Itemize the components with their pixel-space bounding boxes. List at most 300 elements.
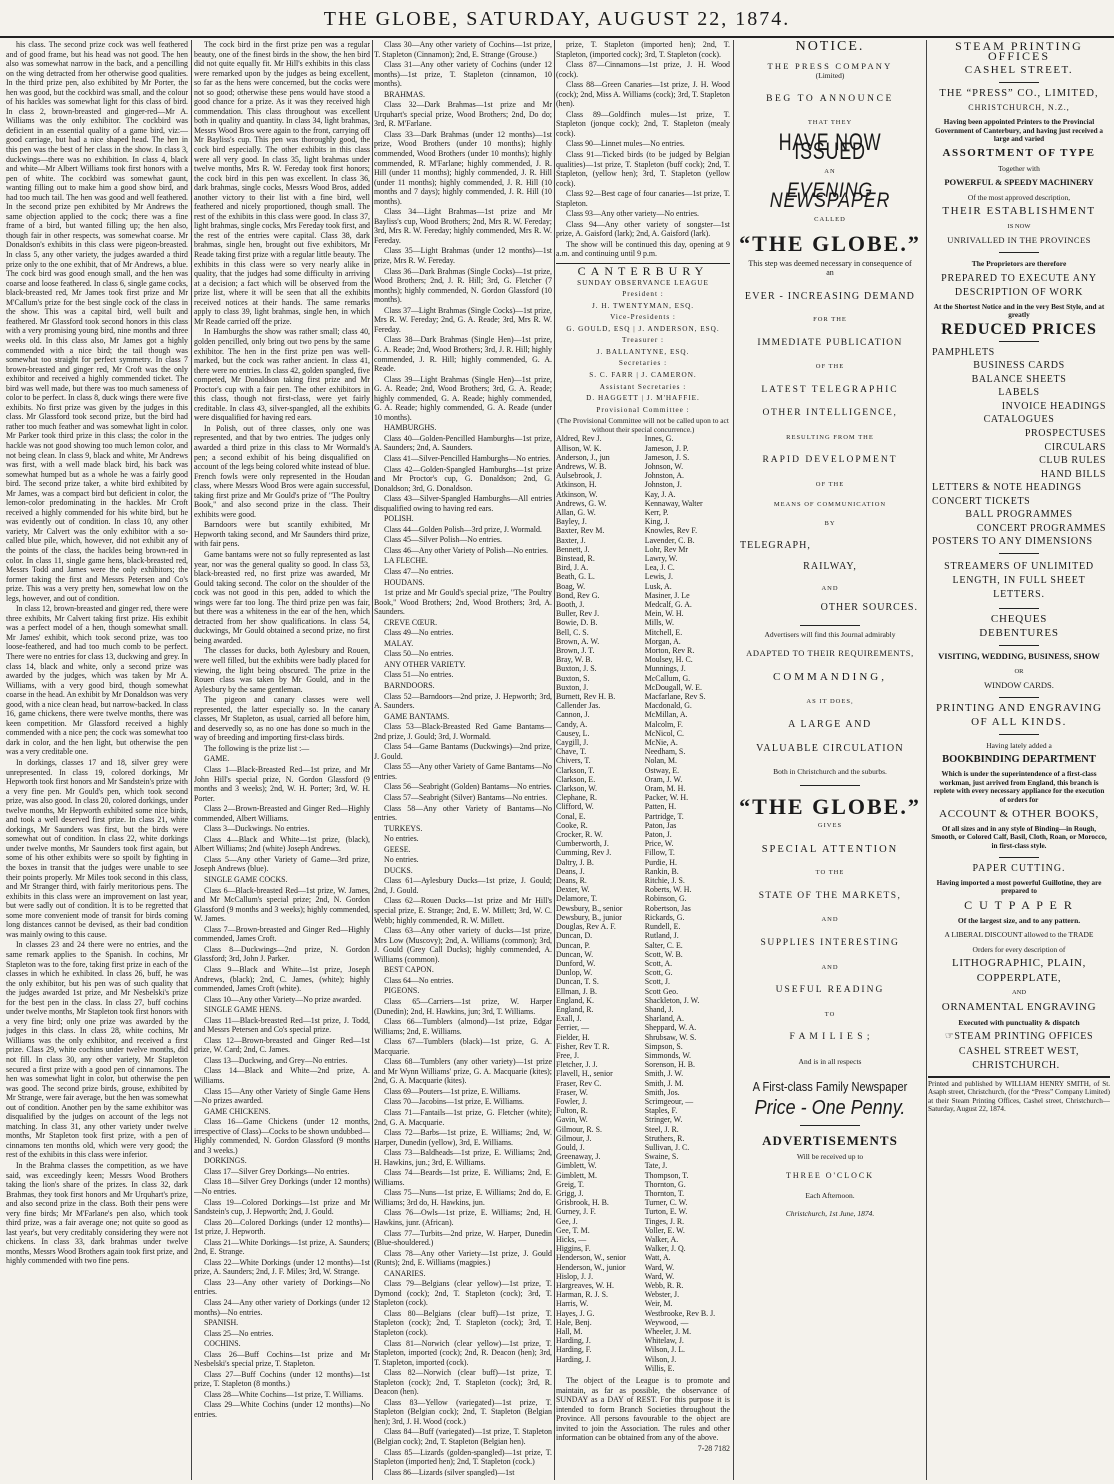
window-cards: WINDOW CARDS. xyxy=(984,680,1054,691)
committee-name: Gurney, J. F. xyxy=(556,1207,596,1217)
print-items-list xyxy=(928,348,1110,547)
prize-list-entry: Class 52—Barndoors—2nd prize, J. Hepworth; 3rd, A. Saunders. xyxy=(374,691,552,711)
committee-name: Roberts, W. H. xyxy=(644,885,692,895)
committee-name: Oram, M. H. xyxy=(644,784,686,794)
committee-name: Dexter, W. xyxy=(556,885,590,895)
prize-list-entry: Class 74—Beards—1st prize, E. Williams; 2nd, E. Williams. xyxy=(374,1168,552,1187)
prize-list-entry: GEESE. xyxy=(384,844,411,854)
column-rule xyxy=(554,40,555,1480)
prize-list-entry: BRAHMAS. xyxy=(384,89,425,99)
prize-list-entry: Class 38—Dark Brahmas (Single Hen)—1st prize, G. A. Reade; 2nd, Wood Brothers; 3rd, J. R. Hill; highly commended, J. R. Hill; highly commended, G. A. Reade. xyxy=(374,335,552,374)
committee-name: Booth, J. xyxy=(556,599,585,609)
committee-name: Gee, T. M. xyxy=(556,1225,590,1235)
an-label: AN xyxy=(824,167,836,175)
committee-name: Delamore, T. xyxy=(556,894,598,904)
article-paragraph: In Polish, out of three classes, only one was represented, and that by two entries. The judges only awarded a third prize in this class to Mr Wormald's pen; a second exhibit of his being disqualified on account of the legs being colored white instead of blue. French fowls were only represented in the Houdan class, where Messrs Wood Bros were again successful, taking first prize and Mr Gould's prize of "The Poultry Book," and also second prize in the class. Their exhibits were good. xyxy=(194,423,370,519)
committee-name: Kennaway, Walter xyxy=(644,498,703,508)
committee-name: Lawry, W. xyxy=(644,553,678,563)
committee-name: Grisbrook, H. B. xyxy=(556,1198,609,1208)
prize-list-entry: Class 87—Cinnamons—1st prize, J. H. Wood (cock). xyxy=(556,60,730,79)
divider xyxy=(800,1125,860,1126)
article-paragraph: The following is the prize list :— xyxy=(204,743,310,753)
committee-name: Brown, J. T. xyxy=(556,646,595,655)
article-paragraph: Class 28—White Cochins—1st prize, T. Williams. xyxy=(204,1389,364,1399)
prize-list-entry: Class 56—Seabright (Golden) Bantams—No entries. xyxy=(384,782,552,792)
committee-name: Lavender, C. B. xyxy=(644,535,695,545)
column-globe-notice xyxy=(736,40,924,1476)
divider xyxy=(928,1076,1110,1078)
to-the: TO THE xyxy=(815,869,845,877)
committee-name: Knowles, Rev F. xyxy=(644,526,698,536)
committee-name: Malcolm, F. xyxy=(644,719,683,729)
print-item: CIRCULARS xyxy=(1044,441,1106,453)
price-one-penny: Price - One Penny. xyxy=(754,1096,906,1119)
prize-list-entry: Class 67—Tumblers (black)—1st prize, G. A. Macquarie. xyxy=(374,1037,552,1056)
committee-name: Ellman, J. B. xyxy=(556,986,597,996)
beg-to-announce: BEG TO ANNOUNCE xyxy=(766,93,894,104)
latest-telegraphic: LATEST TELEGRAPHIC xyxy=(761,384,899,395)
committee-name: McMillan, A. xyxy=(644,710,688,720)
committee-name: Turton, E. W. xyxy=(644,1207,688,1217)
committee-name: Hargreaves, W. H. xyxy=(556,1281,614,1291)
committee-name: Tate, J. xyxy=(644,1161,668,1171)
article-paragraph: Class 19—Colored Dorkings—1st prize and Mr Sandstein's cup, J. Hepworth; 2nd, J. Gould. xyxy=(194,1197,370,1217)
prize-list-entry: Class 42—Golden-Spangled Hamburghs—1st prize and Mr Proctor's cup, G. Donaldson; 2nd, G. Donaldson; 3rd, G. Donaldson. xyxy=(374,464,552,493)
column-rule xyxy=(372,40,373,1480)
and-label-3: AND xyxy=(821,963,839,971)
league-committee-note: (The Provisional Committee will not be called upon to act without their special concurrence.) xyxy=(557,416,729,434)
committee-name: Rutland, J. xyxy=(644,931,679,941)
each-afternoon: Each Afternoon. xyxy=(805,1190,855,1200)
prize-list-entry: Class 69—Pouters—1st prize, E. Williams. xyxy=(384,1086,521,1096)
article-paragraph: Class 6—Black-breasted Red—1st prize, W. James, and Mr McCallum's special prize; 2nd, N. Gordon Glassford (9 months and 3 weeks); highly commended, W. James. xyxy=(194,885,370,924)
committee-name: Dewsbury, B., junior xyxy=(556,912,622,922)
committee-name: Cumming, Rev J. xyxy=(556,848,612,858)
committee-name: Ferrier, — xyxy=(556,1023,589,1033)
prize-list-entry: LA FLECHE. xyxy=(384,556,428,566)
article-paragraph: Class 14—Black and White—2nd prize, A. Williams. xyxy=(194,1066,370,1085)
lithographic-plain: LITHOGRAPHIC, PLAIN, xyxy=(952,957,1086,970)
print-item: CATALOGUES xyxy=(983,414,1055,426)
prize-list-entry: Class 34—Light Brahmas—1st prize and Mr Bayliss's cup, Wood Brothers; 2nd, Mrs R. W. Fereday; 3rd, Mrs R. W. Fereday; highly commended, Mrs R. W. Fereday. xyxy=(374,207,552,245)
divider xyxy=(999,553,1039,554)
prize-list-entry: Class 37—Light Brahmas (Single Cocks)—1st prize, Mrs R. W. Fereday; 2nd, G. A. Reade; 3rd, Mrs R. W. Fereday. xyxy=(374,305,552,334)
committee-name: Allison, W. K. xyxy=(556,443,602,453)
prize-list-entry: Class 49—No entries. xyxy=(384,628,454,638)
print-item: CONCERT TICKETS xyxy=(932,495,1031,507)
committee-name: Higgins, F. xyxy=(556,1244,591,1254)
committee-name: Scott, W. B. xyxy=(644,949,683,959)
committee-name: Steel, J. R. xyxy=(644,1124,679,1134)
committee-name: Fillow, T. xyxy=(644,848,675,858)
committee-name: Burnett, Rev H. B. xyxy=(556,692,616,702)
article-paragraph: GAME CHICKENS. xyxy=(204,1106,271,1116)
prize-list-entry: Class 53—Black-Breasted Red Game Bantams—2nd prize, J. Gould; 3rd, J. Wormald. xyxy=(374,722,552,741)
committee-name: Causey, L. xyxy=(556,728,590,738)
assortment-of-type: ASSORTMENT OF TYPE xyxy=(942,147,1096,160)
committee-name: Moulsey, H. C. xyxy=(644,655,693,665)
article-paragraph: Class 16—Game Chickens (under 12 months, irrespective of Class)—Cocks to be shown undubbed—Highly commended, N. Gordon Glassford (9 months and 3 weeks.) xyxy=(194,1117,370,1155)
that-they: THAT THEY xyxy=(807,119,853,127)
committee-name: Lea, J. C. xyxy=(644,563,675,573)
league-object-text: The object of the League is to promote and maintain, as far as possible, the observance of SUNDAY as a DAY of REST. For this purpose it is intended to form Branch Societies throughout the Province. All persons favourable to the object are invited to join the Association. The rules and other information can be obtained from any of the above. xyxy=(556,1376,730,1443)
committee-name: Whitelaw, J. xyxy=(644,1336,684,1346)
committee-name: Greig, T. xyxy=(556,1179,584,1189)
prize-list-entry: CANARIES. xyxy=(384,1268,426,1278)
print-item: CONCERT PROGRAMMES xyxy=(976,522,1106,534)
article-paragraph: Class 12—Brown-breasted and Ginger Red—1st prize, W. Card; 2nd, C. James. xyxy=(194,1035,370,1055)
committee-name: Smith, Jos. xyxy=(644,1087,680,1097)
supplies-interesting: SUPPLIES INTERESTING xyxy=(760,937,900,948)
committee-name: Webster, J. xyxy=(644,1290,680,1300)
both-christchurch: Both in Christchurch and the suburbs. xyxy=(773,767,887,777)
committee-name: Hall, M. xyxy=(556,1327,583,1337)
prize-list-entry: Class 65—Carriers—1st prize, W. Harper (Dunedin); 2nd, H. Hawkins, jun; 3rd, T. Williams. xyxy=(374,996,552,1016)
committee-name: Paton, J. xyxy=(644,830,672,840)
prize-list-entry: Class 75—Nuns—1st prize, E. Williams; 2nd do, E. Williams; 3rd do, H. Hawkins, jun. xyxy=(374,1188,552,1207)
committee-name: Purdie, H. xyxy=(644,857,677,867)
prize-list-entry: CREVE CŒUR. xyxy=(384,617,438,627)
prize-list-entry: Class 73—Baldheads—1st prize, E. Williams; 2nd, H. Hawkins, jun.; 3rd, E. Williams. xyxy=(374,1148,552,1167)
committee-name: Tinges, J. R. xyxy=(644,1216,685,1226)
article-paragraph: DORKINGS. xyxy=(204,1156,247,1166)
committee-name: Andrews, G. W. xyxy=(556,498,607,508)
committee-name: Mills, W. xyxy=(644,618,674,628)
prize-list-entry: Class 90—Linnet mules—No entries. xyxy=(566,139,685,149)
demand-text: EVER - INCREASING DEMAND xyxy=(744,290,916,302)
gives-label: GIVES xyxy=(817,822,843,830)
prize-list-entry: Class 41—Silver-Pencilled Hamburghs—No entries. xyxy=(384,453,551,463)
prize-list-entry: GAME BANTAMS. xyxy=(384,711,450,721)
committee-name: Ostway, E. xyxy=(644,765,680,775)
article-paragraph: Class 26—Buff Cochins—1st prize and Mr Nesbelski's special prize, T. Stapleton. xyxy=(194,1349,370,1369)
prize-list-entry: Class 86—Lizards (silver spangled)—1st xyxy=(384,1467,515,1476)
valuable-circulation: VALUABLE CIRCULATION xyxy=(756,742,904,754)
article-paragraph: Class 29—White Cochins (under 12 months)—No entries. xyxy=(194,1400,370,1420)
evening-newspaper: EVENING NEWSPAPER xyxy=(769,179,891,212)
committee-name: Deans, J. xyxy=(556,866,585,876)
article-paragraph: Class 25—No entries. xyxy=(204,1328,274,1338)
adapted-text: ADAPTED TO THEIR REQUIREMENTS, xyxy=(746,648,914,659)
prize-list-entry: Class 80—Belgians (clear buff)—1st prize, T. Stapleton (cock); 2nd, T. Stapleton (cock); 3rd, T. Stapleton (cock). xyxy=(374,1308,552,1337)
committee-name: Boag, W. xyxy=(556,581,586,591)
committee-name: Salter, C. E. xyxy=(644,940,683,950)
committee-name: Dunlop, W. xyxy=(556,968,593,978)
orders-for: Orders for every description of xyxy=(972,944,1066,954)
committee-name: Brown, A. W. xyxy=(556,636,600,646)
committee-names xyxy=(556,434,730,1373)
article-paragraph: SPANISH. xyxy=(204,1318,239,1328)
article-paragraph: In Hamburghs the show was rather small; class 40, golden pencilled, only bring out two pens by the same exhibitor. The hen in the first prize pen was well-marked, but the cock was rather ancient. In class 41, there were no entries. In class 42, golden spangled, five competed, Mr Donaldson taking first prize and Mr Proctor's cup with a fair pen. The other exhibitors in this class, though not first-class, were yet fairly creditable. In class 43, silver-spangled, all the exhibits were disqualified for having red ears. xyxy=(194,327,370,423)
by-label: BY xyxy=(824,520,836,528)
committee-name: Ward, W. xyxy=(644,1271,675,1281)
committee-name: Fletcher, J. J. xyxy=(556,1060,598,1070)
committee-name: King, J. xyxy=(644,517,670,527)
prize-list-continued xyxy=(556,40,730,259)
printing-engraving: PRINTING AND ENGRAVING xyxy=(935,701,1103,714)
christchurch-footer: CHRISTCHURCH. xyxy=(972,1060,1060,1072)
article-paragraph: The pigeon and canary classes were well represented, the latter especially so. In the canary classes, Mr Stapleton, as usual, carried all before him, and deservedly so, as no one has done so much in the way of breeding and importing first-class birds. xyxy=(194,695,370,743)
league-subtitle: SUNDAY OBSERVANCE LEAGUE xyxy=(577,278,709,287)
committee-name: Harding, J. xyxy=(556,1336,591,1346)
committee-name: Scott, G. xyxy=(644,968,673,978)
committee-name: Baxter, J. xyxy=(556,535,586,545)
committee-name: Robinson, G. xyxy=(644,894,687,904)
prize-list-entry: PIGEONS. xyxy=(384,986,420,996)
committee-name: Jameson, J. S. xyxy=(644,452,690,462)
approved-description: Of the most approved description, xyxy=(967,192,1071,202)
telegraph: TELEGRAPH, xyxy=(740,539,811,551)
committee-name: Mein, W. H. xyxy=(644,609,684,619)
prize-list-entry: TURKEYS. xyxy=(384,823,423,833)
committee-name: Duncan, D. xyxy=(556,931,593,941)
committee-name: Morgan, A. xyxy=(644,636,681,646)
committee-name: Gilmour, J. xyxy=(556,1133,592,1143)
committee-name: Hicks, — xyxy=(556,1235,587,1244)
print-item: PROSPECTUSES xyxy=(1024,428,1106,440)
family-newspaper: A First-class Family Newspaper xyxy=(752,1079,908,1095)
committee-name: Partridge, T. xyxy=(644,811,684,821)
article-paragraph: Class 8—Duckwings—2nd prize, N. Gordon Glassford; 3rd, John J. Parker. xyxy=(194,944,370,964)
and-label-2: AND xyxy=(821,916,839,924)
notice-date: Christchurch, 1st June, 1874. xyxy=(785,1208,875,1218)
committee-name: Clifford, W. xyxy=(556,802,594,812)
article-paragraph: SINGLE GAME COCKS. xyxy=(204,875,288,885)
league-asst: D. HAGGETT | J. M'HAFFIE. xyxy=(586,394,700,403)
as-it-does: AS IT DOES, xyxy=(806,697,854,705)
globe-title: “THE GLOBE.” xyxy=(739,231,921,257)
committee-name: Walker, A. xyxy=(644,1235,679,1244)
liberal-discount: A LIBERAL DISCOUNT allowed to the TRADE xyxy=(944,930,1094,940)
committee-name: Anderson, J., jun xyxy=(556,452,610,462)
prize-list-entry: Class 46—Any other Variety of Polish—No entries. xyxy=(384,545,549,555)
newspaper-title: THE GLOBE, SATURDAY, AUGUST 22, 1874. xyxy=(323,8,791,30)
committee-name: Shand, J. xyxy=(644,1004,674,1014)
prize-list-entry: Class 83—Yellow (variegated)—1st prize, T. Stapleton (Belgian cock); 2nd, T. Stapleton (Belgian hen); 3rd, J. H. Wood (cock.) xyxy=(374,1397,552,1426)
prize-list-entry: 1st prize and Mr Gould's special prize, "The Poultry Book," Wood Brothers; 2nd, Wood Brothers; 3rd, A. Saunders. xyxy=(374,588,552,617)
column-rule xyxy=(926,40,927,1480)
prize-list-entry: No entries. xyxy=(384,834,419,844)
of-all-kinds: OF ALL KINDS. xyxy=(971,716,1067,729)
other-intelligence: OTHER INTELLIGENCE, xyxy=(762,408,898,419)
committee-name: Walker, J. Q. xyxy=(644,1244,686,1254)
article-paragraph: Game bantams were not so fully represented as last year, nor was the general quality so good. In class 53, black-breasted red, no first prize was awarded, Mr Gould taking second. The color on the shoulder of the cock was not good in this pen, added to which the wings were far too long. The third prize pen was fair, but there was a whiteness in the ear of the hen, which detracted from her show qualifications. In class 54, duckwings, Mr Gould obtained a second prize, no first being awarded. xyxy=(194,549,370,645)
committee-name: Bayley, J. xyxy=(556,517,587,527)
committee-name: Ward, W. xyxy=(644,1262,675,1272)
committee-name: Binstead, R. xyxy=(556,553,595,563)
committee-name: Johnson, W. xyxy=(644,461,684,471)
committee-name: Struthers, R. xyxy=(644,1133,685,1143)
account-books: ACCOUNT & OTHER BOOKS, xyxy=(939,808,1099,821)
prize-list-entry: Class 91—Ticked birds (to be judged by Belgian qualities)—1st prize, T. Stapleton (buff cock); 2nd, T. Stapleton, (yellow hen); 3rd, T. Stapleton (yellow cock). xyxy=(556,150,730,188)
column-steam-printing xyxy=(928,40,1110,1476)
league-secretaries: S. C. FARR | J. CAMERON. xyxy=(589,370,697,379)
prize-list-entry: Class 45—Silver Polish—No entries. xyxy=(384,535,502,545)
committee-name: Packer, W. H. xyxy=(644,793,689,803)
prize-list-entry: BEST CAPON. xyxy=(384,965,434,975)
committee-name: Grigg, J. xyxy=(556,1188,584,1198)
print-item: CLUB RULES xyxy=(1039,455,1106,467)
committee-name: Rickards, G. xyxy=(644,912,685,922)
committee-name: Wilson, J. xyxy=(644,1354,677,1364)
article-paragraph: his class. The second prize cock was well feathered and of good frame, but his head was not good. The hen also was somewhat narrow in the back, and a pencilling on the wing detracted from her otherwise good qualities. In the third prize pen, also exhibited by Mr Porter, the hen was good, but the cockbird was small, and the colour of his hackles was somewhat light for this class of bird. In class 2, brown-breasted and ginger-red—Mr A. Williams was the only exhibitor. The cockbird was deficient in an essential quality of a game bird, viz:—good carriage, but had a nice shaped head. The hen in this pen was the best of her class in the show. In class 3, duckwings—there was no exhibition. In class 4, black and white—Mr Albert Williams took first honors with a pen of white. The cockbird was somewhat gaunt, wanting filling out to make him a good show bird, and had too much tail. The hen was good and well feathered. In the second prize pen exhibited by Mr Andrews the same objection applied to the cock; there was a fine frame of a bird, but wanted filling up; the hen also, though fair in other respects, was somewhat coarse. Mr Donaldson's exhibits in this class were pigeon-breasted. In class 5, any other variety, the judges awarded a third prize only to the one exhibit, that of Mr Andrews, a blue. The cock bird was good enough small, and the hen was coarse and loose feathered. In class 6, single game cocks, black-breasted red, Mr James took first prize and Mr M'Callum's prize for the best single cock of the class in the show. This was a capital bird, well built and feathered. Mr Glassford took second honors in this class with a very promising young bird, nine months and three weeks old. In this class also, Mr James got a highly commended with a nice bird; the tail though was somewhat too straight for perfect symmetry. In class 7 brown-breasted and ginger red, Mr Croft was the only exhibitor and received a highly commended ticket. The bird was well made, but there was too much sameness of color to be perfect. In class 8, duck wings there were five exhibits. No first prize was given by the judges in this class. Mr Glassford took second prize, but the bird had rather too much feather and was somewhat light in color. Mr Parker took third prize in this class; the color in the hackle was not good showing too much lemon color, and not being clean. In class 9, black and white, Mr Andrews was first, with a well made black bird, his back was somewhat humped but as a whole he was a fairly good bird. The second prize taker, a white bird exhibited by Mr James, was a compact bird but deficient in color, the lemon-color predominating in the hackles. Mr Croft received a highly commended for his white bird, but he was evidently out of condition. In class 10, any other variety, Mr Calvert was the only exhibitor with a so-called blue pile, which, however, did not exhibit any of the points of the class, the hackles being brown-red in color. In class 11, single game hens, black-breasted red, Messrs Todd and James were the only exhibitors; the former taking the first and Messrs Petersen and Co's prize. This was a very pretty hen, somewhat low on the legs, however, and out of condition. xyxy=(6,40,188,603)
league-president-label: President : xyxy=(622,290,664,299)
article-paragraph: In the Brahma classes the competition, as we have said, was exceedingly keen; Messrs Wood Brothers taking the lion's share of the prizes. In class 32, dark Brahmas, they took first honors and Mr Urquhart's prize, and also second prize in the class. Both their pens were very fine birds; Mr M'Farlane's pen also, which took third prize, was a fair average one; not quite so good as last year's, but very creditably considering they were not chickens. In class 33, dark brahmas under twelve months, Messrs Wood Brothers again took first prize, and highly commended with two fine pens. xyxy=(6,1160,188,1266)
committee-name: Voller, E. W. xyxy=(644,1225,685,1235)
committee-name: Chivers, T. xyxy=(556,756,591,766)
committee-names-left xyxy=(556,434,641,1373)
committee-name: Cannon, J. xyxy=(556,710,590,720)
print-item: INVOICE HEADINGS xyxy=(1001,400,1106,412)
for-the: FOR THE xyxy=(813,316,847,324)
prize-list-entry: Class 70—Jacobins—1st prize, E. Williams. xyxy=(384,1097,525,1107)
divider xyxy=(999,697,1039,698)
prize-list-entry: Class 64—No entries. xyxy=(384,975,454,985)
prize-list-entry: Class 63—Any other variety of ducks—1st prize, Mrs Low (Muscovy); 2nd, A. Williams (common); 3rd, J. Gould (Grey Call Ducks); highly commended, A. Williams (common). xyxy=(374,926,552,964)
executed-punctuality: Executed with punctuality & dispatch xyxy=(958,1017,1080,1027)
article-paragraph: Barndoors were but scantily exhibited, Mr Hepworth taking second, and Mr Saunders third prize, with fair pens. xyxy=(194,520,370,549)
committee-name: Harman, R. J. S. xyxy=(556,1290,608,1300)
divider xyxy=(999,645,1039,646)
prize-list-entry: Class 39—Light Brahmas (Single Hen)—1st prize, G. A. Reade; 2nd, Wood Brothers; 3rd, G. A. Reade; highly commended, G. A. Reade; highly commended, G. A. Reade; highly commended, G. A. Reade (under 10 months). xyxy=(374,374,552,422)
prize-list-entry: Class 32—Dark Brahmas—1st prize and Mr Urquhart's special prize, Wood Brothers; 2nd, Do do; 3rd, R. M'Farlane. xyxy=(374,100,552,129)
railway: RAILWAY, xyxy=(803,561,857,573)
prize-list-entry: Class 57—Seabright (Silver) Bantams—No entries. xyxy=(384,793,548,803)
committee-name: Hale, Benj. xyxy=(556,1317,592,1327)
other-sources: OTHER SOURCES. xyxy=(820,602,918,614)
cashel-street-west: CASHEL STREET WEST, xyxy=(958,1045,1080,1057)
steam-printing-heading: STEAM PRINTING OFFICES xyxy=(955,40,1083,63)
committee-name: Swaine, S. xyxy=(644,1152,679,1162)
press-company: THE PRESS COMPANY xyxy=(767,60,893,71)
cut-paper: C U T P A P E R xyxy=(964,898,1074,913)
committee-name: Johnston, J. xyxy=(644,480,682,490)
bookbinding-department: BOOKBINDING DEPARTMENT xyxy=(942,754,1096,766)
prize-list-entry: Class 72—Barbs—1st prize, E. Williams; 2nd, W. Harper, Dunedin (yellow), 3rd, E. Williams. xyxy=(374,1128,552,1147)
committee-name: Harding, F. xyxy=(556,1345,592,1355)
prize-list-entry: Class 44—Golden Polish—3rd prize, J. Wormald. xyxy=(384,524,542,534)
committee-name: Bell, C. S. xyxy=(556,627,589,637)
article-paragraph: Class 5—Any other Variety of Game—3rd prize, Joseph Andrews (blue). xyxy=(194,854,370,874)
article-paragraph: Class 18—Silver Grey Dorkings (under 12 months)—No entries. xyxy=(194,1177,370,1196)
shortest-notice: At the Shortest Notice and in the very Best Style, and at greatly xyxy=(933,302,1105,320)
committee-name: Medcalf, G. A. xyxy=(644,599,692,609)
committee-name: Macfarlane, Rev S. xyxy=(644,692,706,702)
divider xyxy=(999,252,1039,253)
or-label: OR xyxy=(1014,667,1024,675)
print-item: BALANCE SHEETS xyxy=(971,373,1067,385)
binding-styles: Of all sizes and in any style of Binding—in Rough, Smooth, or Colored Calf, Basil, Cloth, Roan, or Morocco, in first-class style. xyxy=(931,824,1107,851)
article-paragraph: Class 3—Duckwings. No entries. xyxy=(204,824,310,834)
three-oclock: THREE O'CLOCK xyxy=(785,1171,875,1181)
committee-name: Fisher, Rev T. R. xyxy=(556,1041,610,1051)
prepared-to-execute: PREPARED TO EXECUTE ANY xyxy=(941,272,1097,284)
committee-name: McNicol, C. xyxy=(644,728,684,738)
largest-size: Of the largest size, and to any pattern. xyxy=(957,915,1081,925)
committee-name: Gimblett, M. xyxy=(556,1170,597,1180)
article-paragraph: Class 11—Black-breasted Red—1st prize, J. Todd, and Messrs Petersen and Co's special prize. xyxy=(194,1015,370,1035)
guillotine-text: Having imported a most powerful Guillotine, they are prepared to xyxy=(936,878,1102,896)
print-item: LABELS xyxy=(998,387,1040,399)
committee-name: Bird, J. A. xyxy=(556,563,589,573)
article-paragraph: Class 23—Any other variety of Dorkings—No entries. xyxy=(194,1277,370,1297)
committee-name: Paton, Jas xyxy=(644,820,677,830)
committee-name: Allan, G. W. xyxy=(556,507,596,517)
proprietors: The Proprietors are therefore xyxy=(971,258,1067,268)
prize-list-entry: Class 54—Game Bantams (Duckwings)—2nd prize, J. Gould. xyxy=(374,742,552,761)
committee-name: Smith, J. M. xyxy=(644,1078,684,1088)
prize-list-entry: Class 50—No entries. xyxy=(384,649,454,659)
article-paragraph: Class 15—Any other Variety of Single Game Hens—No prizes awarded. xyxy=(194,1086,370,1106)
commanding: COMMANDING, xyxy=(773,670,887,683)
and-label-6: AND xyxy=(1011,989,1027,997)
prize-list-entry: Class 76—Owls—1st prize, E. Williams; 2nd, H. Hawkins, junr. (African). xyxy=(374,1208,552,1227)
committee-name: Beath, G. L. xyxy=(556,572,595,582)
league-committee-label: Provisional Committee : xyxy=(596,405,690,414)
committee-name: Duncan, P. xyxy=(556,940,590,950)
committee-name: Crocker, R. W. xyxy=(556,830,603,840)
committee-name: Simmonds, W. xyxy=(644,1050,692,1060)
committee-name: Scrimgeour, — xyxy=(644,1096,694,1106)
committee-name: Lohr, Rev Mr xyxy=(644,544,689,554)
committee-name: Fowler, J. xyxy=(556,1096,588,1106)
committee-name: Henderson, W., senior xyxy=(556,1253,626,1263)
committee-name: Patten, H. xyxy=(644,802,677,812)
notice-heading: NOTICE. xyxy=(795,40,865,54)
committee-name: Thornton, G. xyxy=(644,1179,686,1189)
unrivalled: UNRIVALLED IN THE PROVINCES xyxy=(947,235,1091,246)
of-the-2: OF THE xyxy=(815,481,845,489)
committee-name: Duncan, W. xyxy=(556,949,594,959)
and-label: AND xyxy=(821,584,839,592)
committee-name: Needham, S. xyxy=(644,747,686,757)
league-president: J. H. TWENTYMAN, ESQ. xyxy=(591,301,695,310)
committee-name: Conal, E. xyxy=(556,811,586,821)
divider xyxy=(999,341,1039,342)
article-paragraph: Class 27—Buff Cochins (under 12 months)—1st prize, T. Stapleton (8 months.) xyxy=(194,1369,370,1389)
committee-name: Deans, R. xyxy=(556,876,587,886)
prize-list-entry: Class 93—Any other variety—No entries. xyxy=(566,209,700,219)
copperplate: COPPERPLATE, xyxy=(976,971,1062,984)
column-poultry-report-2 xyxy=(194,40,370,1476)
prize-list-entry: Class 40—Golden-Pencilled Hamburghs—1st prize, A. Saunders; 2nd, A. Saunders. xyxy=(374,433,552,453)
league-treasurer-label: Treasurer : xyxy=(621,336,665,345)
committee-name: Exall, J. xyxy=(556,1014,582,1024)
committee-name: Aldred, Rev J. xyxy=(556,434,602,444)
committee-name: Willis, E. xyxy=(644,1363,675,1373)
committee-name: Robertson, Jas xyxy=(644,903,691,913)
article-paragraph: Class 22—White Dorkings (under 12 months)—1st prize, A. Saunders; 2nd, J. F. Miles; 3rd, W. Strange. xyxy=(194,1257,370,1277)
prize-list-entry: DUCKS. xyxy=(384,865,413,875)
committee-name: Shackleton, J. W. xyxy=(644,995,700,1005)
article-paragraph: Class 7—Brown-breasted and Ginger Red—Highly commended, James Croft. xyxy=(194,924,370,944)
committee-name: Nolan, M. xyxy=(644,756,677,766)
appointed-printers: Having been appointed Printers to the Provincial Government of Canterbury, and having just received a large and varied xyxy=(935,117,1103,144)
committee-name: Munnings, J. xyxy=(644,664,686,674)
committee-name: Thompson, T. xyxy=(644,1170,689,1180)
committee-name: Harding, J. xyxy=(556,1354,591,1364)
prize-list-entry: HAMBURGHS. xyxy=(384,423,437,433)
prize-list-entry: No entries. xyxy=(384,855,419,865)
committee-name: Jameson, J. P. xyxy=(644,443,689,453)
committee-name: Hislop, J. J. xyxy=(556,1271,594,1281)
of-the: OF THE xyxy=(815,363,845,371)
have-now-issued: HAVE NOW ISSUED xyxy=(778,128,882,166)
committee-name: Morton, Rev R. xyxy=(644,646,695,655)
press-company-limited: THE “PRESS” CO., LIMITED, xyxy=(939,87,1099,99)
committee-name: Gee, J. xyxy=(556,1216,578,1226)
article-paragraph: The classes for ducks, both Aylesbury and Rouen, were well filled, but the exhibits were badly placed for viewing, the light being obscured. The prize in the Rouen class was taken by Mr Gould, and in the Aylesbury by the same gentleman. xyxy=(194,646,370,694)
